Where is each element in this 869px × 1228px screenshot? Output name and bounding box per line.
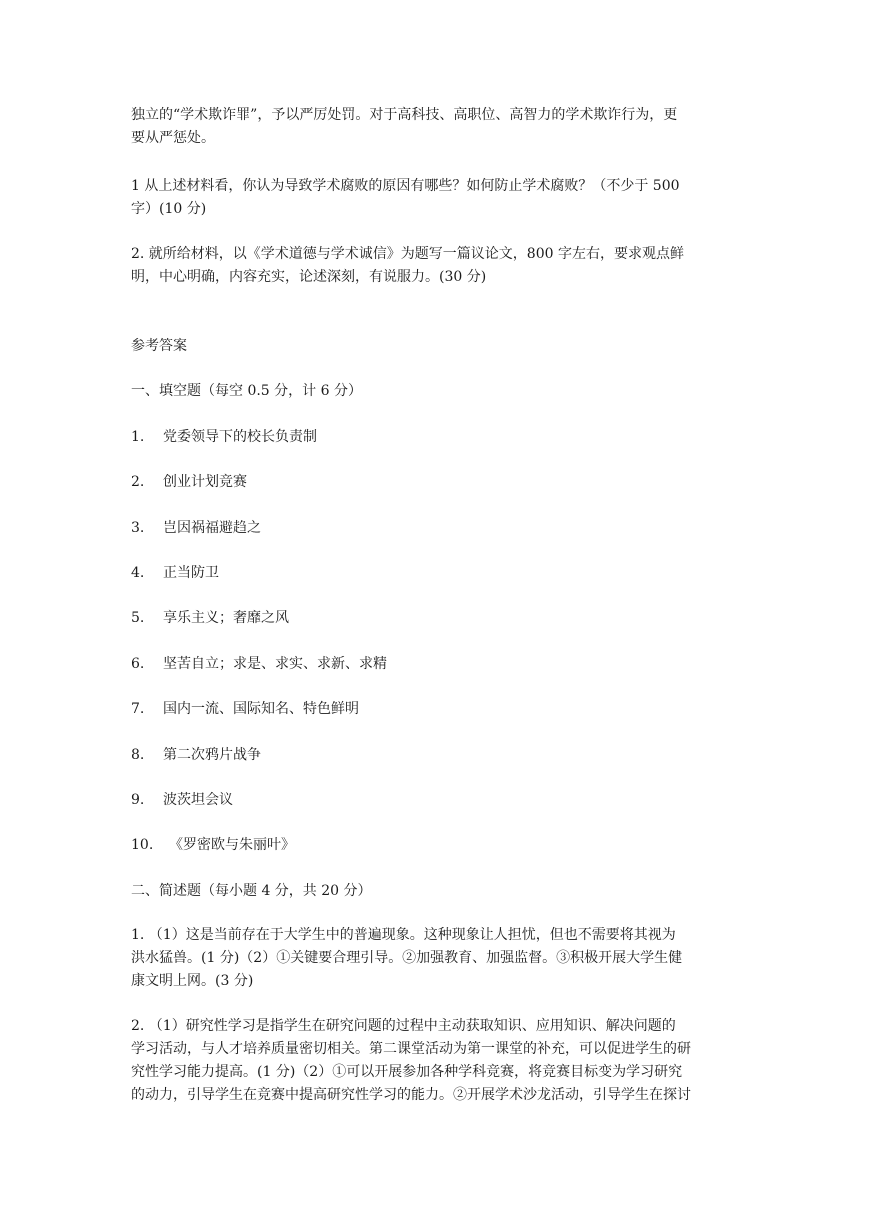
question-1-line-1: 1 从上述材料看，你认为导致学术腐败的原因有哪些？如何防止学术腐败？（不少于 500 bbox=[131, 178, 680, 194]
fill-answer-9 bbox=[131, 790, 233, 810]
answers-heading: 参考答案 bbox=[131, 338, 187, 354]
short-answer-2-line-1: 2. （1）研究性学习是指学生在研究问题的过程中主动获取知识、应用知识、解决问题的 bbox=[131, 1018, 676, 1034]
fill-answer-4-number: 4. bbox=[131, 565, 145, 581]
fill-answer-6-text: 坚苦自立；求是、求实、求新、求精 bbox=[163, 656, 387, 672]
intro-line-1: 独立的“学术欺诈罪”，予以严厉处罚。对于高科技、高职位、高智力的学术欺诈行为，更 bbox=[131, 107, 678, 123]
fill-answer-10-text: 《罗密欧与朱丽叶》 bbox=[169, 837, 295, 853]
fill-answer-10-number: 10. bbox=[131, 837, 154, 853]
short-answer-1-line-1: 1. （1）这是当前存在于大学生中的普遍现象。这种现象让人担忧，但也不需要将其视为 bbox=[131, 927, 676, 943]
fill-answer-7-number: 7. bbox=[131, 701, 145, 717]
fill-answer-1 bbox=[131, 427, 317, 447]
fill-answer-10 bbox=[131, 835, 295, 855]
intro-paragraph bbox=[131, 104, 677, 150]
question-1 bbox=[131, 175, 680, 221]
fill-answer-4-text: 正当防卫 bbox=[163, 565, 219, 581]
section-1-title: 一、填空题（每空 0.5 分，计 6 分） bbox=[131, 383, 362, 399]
fill-answer-3 bbox=[131, 518, 261, 538]
fill-answer-2-number: 2. bbox=[131, 474, 145, 490]
fill-answer-9-text: 波茨坦会议 bbox=[163, 792, 233, 808]
fill-answer-1-number: 1. bbox=[131, 429, 145, 445]
short-answer-1 bbox=[131, 924, 682, 993]
fill-answer-8-text: 第二次鸦片战争 bbox=[163, 747, 261, 763]
short-answer-2-line-4: 的动力，引导学生在竞赛中提高研究性学习的能力。②开展学术沙龙活动，引导学生在探讨 bbox=[131, 1087, 691, 1103]
fill-answer-5-number: 5. bbox=[131, 610, 145, 626]
question-2 bbox=[131, 243, 684, 289]
fill-answer-1-text: 党委领导下的校长负责制 bbox=[163, 429, 317, 445]
fill-answer-5-text: 享乐主义；奢靡之风 bbox=[163, 610, 289, 626]
fill-answer-9-number: 9. bbox=[131, 792, 145, 808]
fill-answer-2 bbox=[131, 472, 247, 492]
fill-answer-8 bbox=[131, 745, 261, 765]
fill-answer-7-text: 国内一流、国际知名、特色鲜明 bbox=[163, 701, 359, 717]
fill-answer-3-text: 岂因祸福避趋之 bbox=[163, 520, 261, 536]
short-answer-1-line-3: 康文明上网。(3 分) bbox=[131, 973, 254, 989]
section-2-title: 二、简述题（每小题 4 分，共 20 分） bbox=[131, 883, 372, 899]
question-1-line-2: 字）(10 分) bbox=[131, 201, 207, 217]
fill-answer-7 bbox=[131, 699, 359, 719]
fill-answer-2-text: 创业计划竞赛 bbox=[163, 474, 247, 490]
intro-line-2: 要从严惩处。 bbox=[131, 130, 215, 146]
fill-answer-6 bbox=[131, 654, 387, 674]
fill-answer-5 bbox=[131, 608, 289, 628]
short-answer-2-line-2: 学习活动，与人才培养质量密切相关。第二课堂活动为第一课堂的补充，可以促进学生的研 bbox=[131, 1041, 691, 1057]
fill-answer-3-number: 3. bbox=[131, 520, 145, 536]
fill-answer-6-number: 6. bbox=[131, 656, 145, 672]
fill-answer-4 bbox=[131, 563, 219, 583]
question-2-line-1: 2. 就所给材料，以《学术道德与学术诚信》为题写一篇议论文，800 字左右，要求观点鲜 bbox=[131, 246, 684, 262]
short-answer-1-line-2: 洪水猛兽。(1 分)（2）①关键要合理引导。②加强教育、加强监督。③积极开展大学生健 bbox=[131, 950, 683, 966]
question-2-line-2: 明，中心明确，内容充实，论述深刻，有说服力。(30 分) bbox=[131, 269, 487, 285]
fill-answer-8-number: 8. bbox=[131, 747, 145, 763]
short-answer-2-line-3: 究性学习能力提高。(1 分)（2）①可以开展参加各种学科竞赛，将竞赛目标变为学习研究 bbox=[131, 1064, 683, 1080]
short-answer-2 bbox=[131, 1015, 691, 1107]
